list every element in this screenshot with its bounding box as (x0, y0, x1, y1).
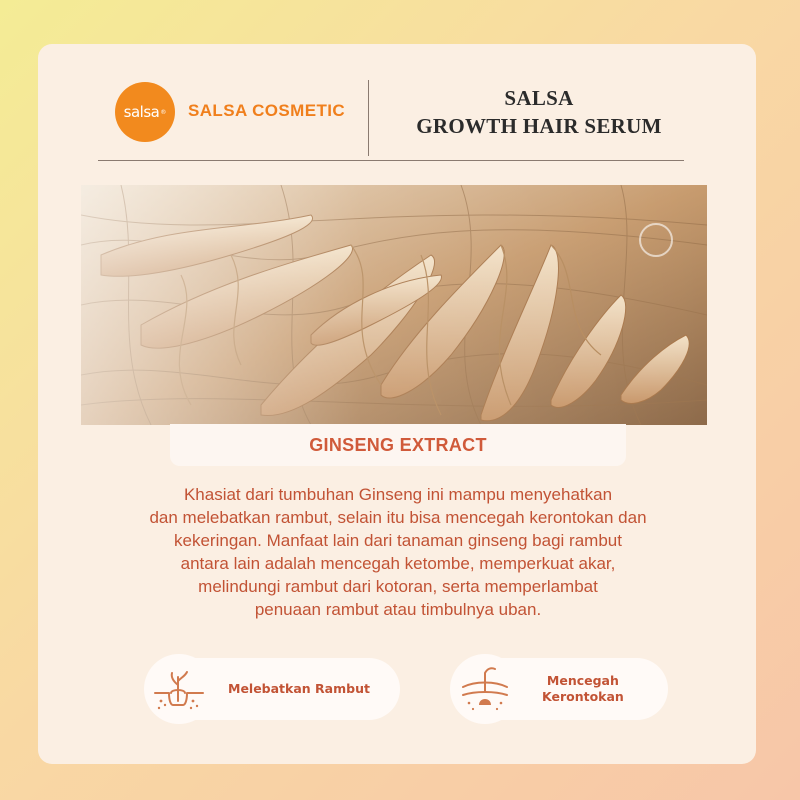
hair-growth-icon (144, 654, 214, 724)
header-divider (368, 80, 369, 156)
description-line: antara lain adalah mencegah ketombe, memperkuat akar, (180, 554, 616, 573)
brand-name: SALSA COSMETIC (188, 101, 346, 120)
benefit-label (228, 681, 370, 697)
ingredient-caption (170, 424, 626, 466)
content-card (38, 44, 756, 764)
brand-logo (115, 82, 175, 142)
product-title-line2: GROWTH HAIR SERUM (416, 114, 662, 138)
ginseng-roots-image (81, 185, 707, 425)
description (58, 483, 738, 621)
description-line: penuaan rambut atau timbulnya uban. (254, 600, 542, 619)
benefit-label-line1: Melebatkan Rambut (228, 681, 370, 696)
description-line: melindungi rambut dari kotoran, serta memperlambat (198, 577, 598, 596)
description-line: Khasiat dari tumbuhan Ginseng ini mampu menyehatkan (183, 485, 613, 504)
benefit-label-line2: Kerontokan (542, 689, 624, 704)
benefit-label (542, 673, 624, 705)
hair-follicle-icon (450, 654, 520, 724)
product-title-line1: SALSA (504, 86, 574, 110)
header (98, 80, 684, 161)
ingredient-name: GINSENG EXTRACT (309, 434, 487, 455)
product-title (394, 84, 684, 140)
benefit-badge-prevent-loss (456, 658, 668, 720)
description-line: kekeringan. Manfaat lain dari tanaman ginseng bagi rambut (174, 531, 622, 550)
benefit-badge-thicken (150, 658, 400, 720)
description-line: dan melebatkan rambut, selain itu bisa mencegah kerontokan dan (149, 508, 647, 527)
benefit-label-line1: Mencegah (546, 673, 619, 688)
registered-mark: ® (160, 108, 167, 116)
brand-logo-text: salsa (123, 103, 160, 121)
